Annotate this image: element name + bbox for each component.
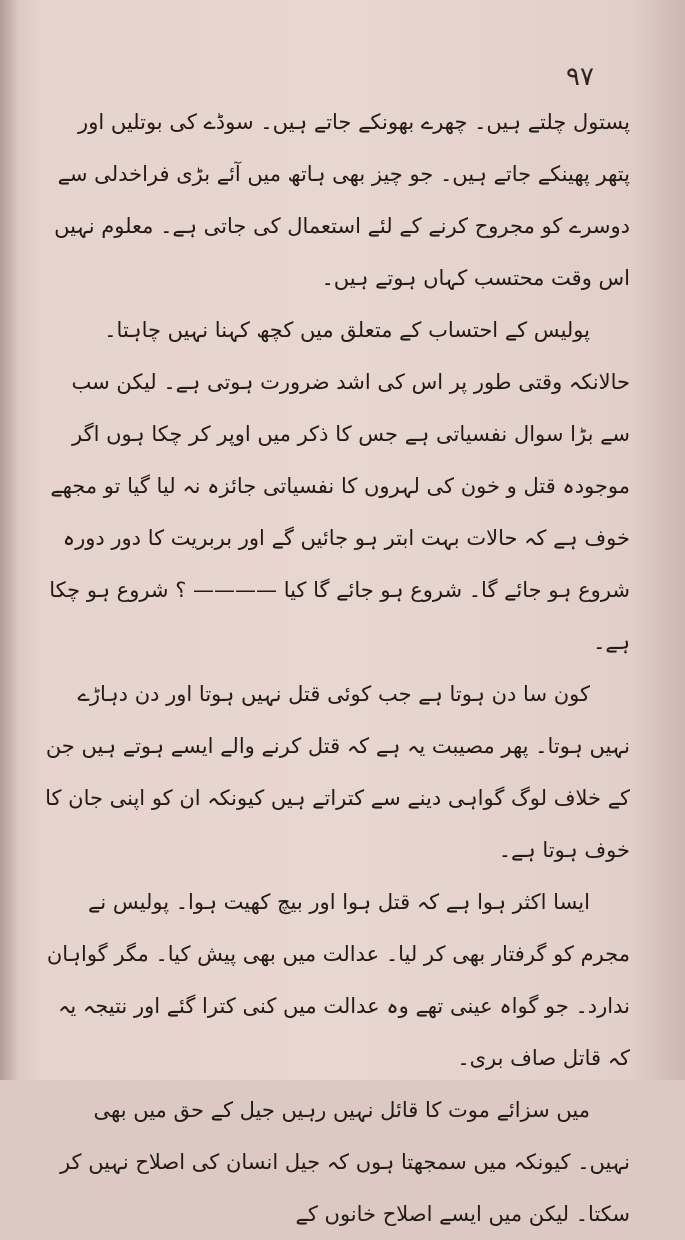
paragraph-5: میں سزائے موت کا قائل نہیں رہیں جیل کے حق میں بھی نہیں۔ کیونکہ میں سمجھتا ہوں کہ جیل انسان کی اصلاح نہیں کر سکتا۔ لیکن میں ایسے اصلاح خانوں کے — [59, 1098, 630, 1226]
paragraph-2: پولیس کے احتساب کے متعلق میں کچھ کہنا نہیں چاہتا۔ حالانکہ وقتی طور پر اس کی اشد ضرورت ہوتی ہے۔ لیکن سب سے بڑا سوال نفسیاتی ہے جس کا ذکر میں اوپر کر چکا ہوں اگر موجودہ قتل و خون کی لہروں کا نفسیاتی جائزہ نہ لیا گیا تو مجھے خوف ہے کہ حالات بہت ابتر ہو جائیں گے اور بربریت کا دور دورہ شروع ہو جائے گا۔ شروع ہو جائے گا کیا ———— ؟ شروع ہو چکا ہے۔ — [49, 318, 630, 654]
paragraph-1: پستول چلتے ہیں۔ چھرے بھونکے جاتے ہیں۔ سوڈے کی بوتلیں اور پتھر پھینکے جاتے ہیں۔ جو چیز بھی ہاتھ میں آئے بڑی فراخدلی سے دوسرے کو مجروح کرنے کے لئے استعمال کی جاتی ہے۔ معلوم نہیں اس وقت محتسب کہاں ہوتے ہیں۔ — [54, 110, 630, 290]
binding-shadow — [0, 0, 18, 1080]
page-number: ۹۷ — [566, 62, 594, 92]
page-text — [40, 96, 630, 1240]
paragraph-4: ایسا اکثر ہوا ہے کہ قتل ہوا اور بیچ کھیت ہوا۔ پولیس نے مجرم کو گرفتار بھی کر لیا۔ عدالت میں بھی پیش کیا۔ مگر گواہان ندارد۔ جو گواہ عینی تھے وہ عدالت میں کنی کترا گئے اور نتیجہ یہ کہ قاتل صاف بری۔ — [46, 890, 630, 1070]
paragraph-3: کون سا دن ہوتا ہے جب کوئی قتل نہیں ہوتا اور دن دہاڑے نہیں ہوتا۔ پھر مصیبت یہ ہے کہ قتل کرنے والے ایسے ہوتے ہیں جن کے خلاف لوگ گواہی دینے سے کتراتے ہیں کیونکہ ان کو اپنی جان کا خوف ہوتا ہے۔ — [45, 682, 630, 862]
